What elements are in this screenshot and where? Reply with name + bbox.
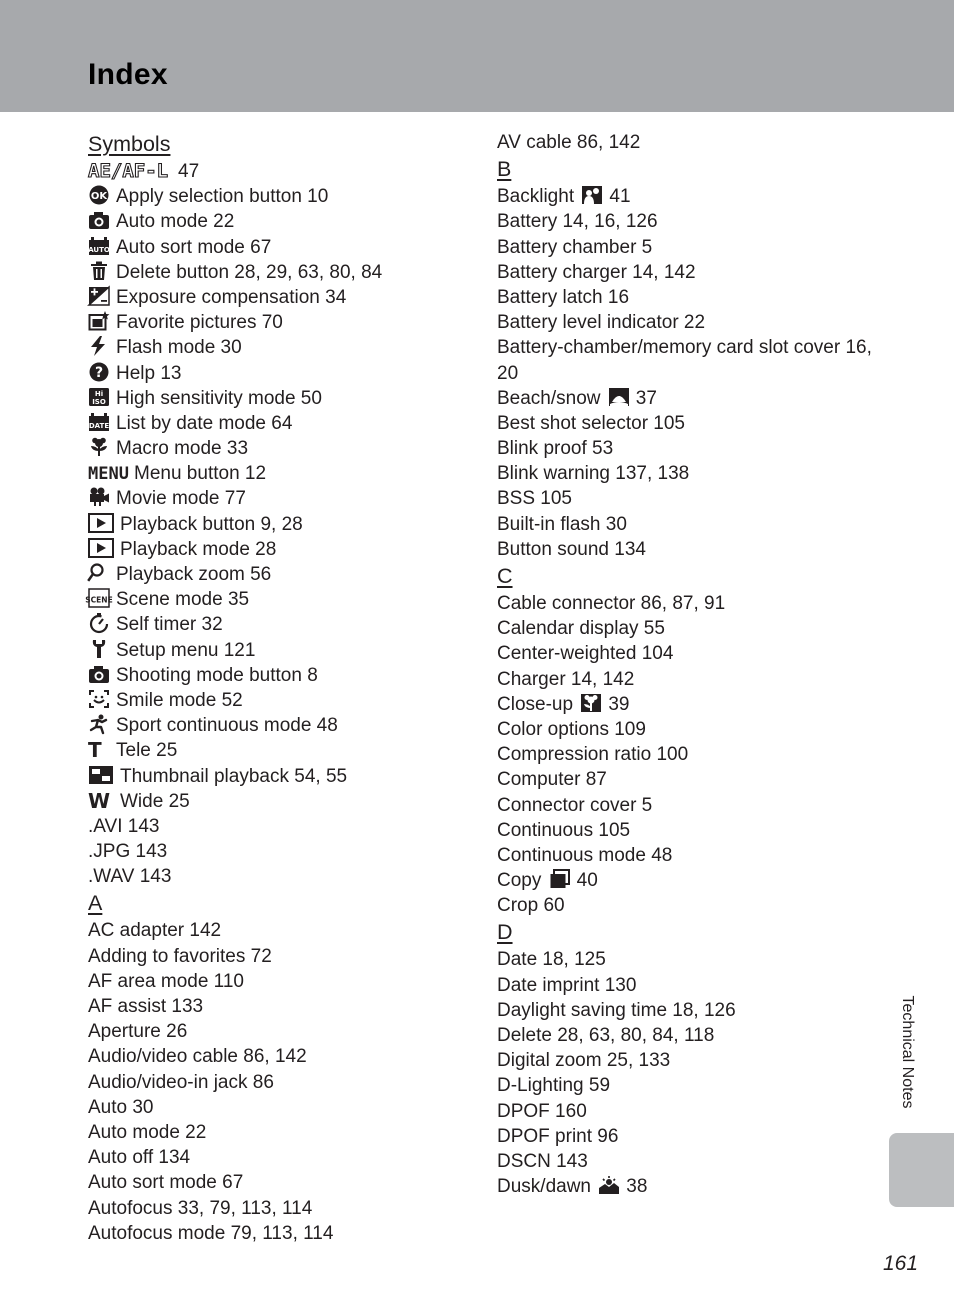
index-entry-text: Audio/video-in jack 86	[88, 1071, 274, 1093]
index-entry	[88, 864, 468, 889]
index-entry-text: Center-weighted 104	[497, 643, 674, 665]
index-entry-text: Digital zoom 25, 133	[497, 1050, 671, 1072]
index-entry	[497, 130, 882, 155]
index-entry-text: Computer 87	[497, 769, 607, 791]
index-entry	[497, 411, 882, 436]
index-entry	[88, 386, 468, 411]
index-entry-text: D-Lighting 59	[497, 1075, 611, 1097]
index-entry	[497, 893, 882, 918]
index-entry	[88, 512, 468, 537]
index-entry-text: Blink proof 53	[497, 438, 614, 460]
close-up-icon	[580, 693, 602, 713]
flash-icon	[88, 336, 110, 356]
index-entry	[88, 1095, 468, 1120]
index-entry	[88, 310, 468, 335]
scene-icon	[85, 588, 113, 608]
index-entry	[88, 612, 468, 637]
index-entry	[497, 1048, 882, 1073]
index-entry-text: Blink warning 137, 138	[497, 463, 690, 485]
magnifier-icon	[88, 563, 110, 583]
index-entry-text: Close-up	[497, 693, 574, 715]
index-entry	[497, 461, 882, 486]
index-entry	[88, 436, 468, 461]
index-column-right	[497, 130, 882, 1199]
help-icon	[88, 362, 110, 382]
index-entry-text: Connector cover 5	[497, 794, 653, 816]
index-entry-text: AF assist 133	[88, 996, 204, 1017]
svg-text:W: W	[88, 788, 111, 813]
high-iso-icon	[88, 387, 110, 407]
index-entry-text: Continuous 105	[497, 819, 631, 841]
svg-text:AUTO: AUTO	[88, 245, 110, 254]
svg-text:DATE: DATE	[88, 421, 110, 430]
index-entry-text: Scene mode 35	[116, 589, 250, 611]
camera-icon	[88, 210, 110, 230]
index-entry	[497, 1174, 882, 1199]
index-entry	[88, 1221, 468, 1246]
index-entry	[85, 587, 468, 612]
index-entry-text: Auto mode 22	[88, 1121, 207, 1143]
index-entry-text: Battery chamber 5	[497, 236, 653, 258]
index-entry-text: Auto mode 22	[116, 211, 235, 233]
index-entry	[88, 335, 468, 360]
index-entry-text: Movie mode 77	[116, 488, 246, 510]
index-entry-text: Auto sort mode 67	[88, 1172, 244, 1194]
index-entry	[88, 486, 468, 511]
index-entry	[497, 843, 882, 868]
index-entry-text: Help 13	[116, 362, 182, 384]
index-entry	[88, 235, 468, 260]
index-entry-text: AC adapter 142	[88, 920, 222, 942]
index-entry	[88, 994, 468, 1019]
svg-text:SCENE: SCENE	[85, 595, 113, 605]
index-entry	[497, 1073, 882, 1098]
index-entry-text: .JPG 143	[88, 841, 168, 863]
index-entry	[88, 1196, 468, 1221]
index-entry-text: Dusk/dawn	[497, 1176, 591, 1198]
index-entry-text: Playback mode 28	[120, 538, 277, 560]
menu-text-icon	[88, 462, 129, 485]
smile-icon	[88, 689, 110, 709]
index-entry	[497, 386, 882, 411]
index-entry	[497, 1099, 882, 1124]
index-entry-text: Delete button 28, 29, 63, 80, 84	[116, 261, 383, 283]
svg-text:OK: OK	[90, 191, 108, 203]
index-entry-text: BSS 105	[497, 488, 572, 510]
exposure-compensation-icon	[88, 286, 110, 306]
index-entry-text: Smile mode 52	[116, 689, 243, 711]
page-title: Index	[88, 58, 168, 91]
index-entry-page: 38	[626, 1176, 648, 1198]
index-entry	[497, 742, 882, 767]
index-entry-text: Auto sort mode 67	[116, 236, 272, 258]
favorite-pictures-icon	[88, 311, 110, 331]
camera-icon	[88, 664, 110, 684]
backlight-icon	[581, 185, 603, 205]
index-entry	[88, 537, 468, 562]
index-entry	[497, 209, 882, 234]
index-entry-text: Auto 30	[88, 1096, 154, 1118]
ae-af-lock-icon	[88, 160, 172, 180]
index-entry	[88, 789, 468, 814]
index-entry-text: Wide 25	[120, 790, 190, 812]
index-entry-text: Adding to favorites 72	[88, 945, 272, 967]
index-entry	[88, 209, 468, 234]
index-entry-text: Aperture 26	[88, 1021, 188, 1043]
section-tab-label: Technical Notes	[899, 995, 916, 1109]
index-entry-text: High sensitivity mode 50	[116, 387, 322, 409]
index-entry-text: DSCN 143	[497, 1150, 588, 1172]
svg-text:MENU: MENU	[88, 464, 129, 485]
index-entry	[88, 1070, 468, 1095]
sport-runner-icon	[88, 714, 110, 734]
index-entry-text: Shooting mode button 8	[116, 664, 318, 686]
movie-camera-icon	[88, 487, 110, 507]
index-entry	[88, 663, 468, 688]
index-entry-text: Beach/snow	[497, 387, 601, 409]
index-entry-text: Apply selection button 10	[116, 186, 329, 208]
index-entry	[497, 641, 882, 666]
index-entry-page: 41	[609, 186, 631, 208]
wrench-icon	[88, 639, 110, 659]
index-entry-text: Playback zoom 56	[116, 564, 272, 585]
index-entry	[88, 184, 468, 209]
ok-button-icon	[88, 185, 110, 205]
macro-flower-icon	[88, 437, 110, 457]
index-entry	[88, 562, 468, 587]
index-entry	[88, 1145, 468, 1170]
dusk-dawn-icon	[598, 1175, 620, 1195]
index-entry	[88, 1044, 468, 1069]
index-section-heading: A	[88, 891, 103, 916]
index-entry	[88, 1170, 468, 1195]
index-entry	[88, 839, 468, 864]
auto-sort-icon	[88, 236, 110, 256]
index-entry	[497, 537, 882, 562]
index-entry-text: Crop 60	[497, 895, 565, 917]
wide-w-icon	[88, 788, 114, 813]
index-entry-text: Menu button 12	[134, 463, 267, 485]
index-entry	[497, 717, 882, 742]
list-by-date-icon	[88, 412, 110, 432]
index-entry-text: Battery-chamber/memory card slot cover 16, 20	[497, 337, 872, 384]
index-section-heading: Symbols	[88, 132, 171, 156]
index-entry	[497, 1149, 882, 1174]
index-entry	[88, 738, 468, 763]
thumbnail-grid-icon	[88, 765, 114, 785]
index-entry	[497, 793, 882, 818]
index-entry	[497, 1023, 882, 1048]
index-entry-text: Thumbnail playback 54, 55	[120, 765, 348, 787]
svg-text:ISO: ISO	[92, 397, 106, 406]
tele-t-icon	[88, 738, 110, 763]
index-entry-text: Autofocus 33, 79, 113, 114	[88, 1197, 313, 1219]
index-entry	[88, 638, 468, 663]
index-entry-text: Continuous mode 48	[497, 844, 673, 866]
index-entry-text: Compression ratio 100	[497, 744, 689, 766]
index-entry-text: Favorite pictures 70	[116, 312, 283, 334]
index-entry	[88, 1120, 468, 1145]
index-entry	[497, 667, 882, 692]
index-entry	[497, 591, 882, 616]
index-entry-text: DPOF 160	[497, 1100, 587, 1122]
playback-icon	[88, 538, 114, 558]
index-entry	[497, 973, 882, 998]
index-entry	[497, 692, 882, 717]
index-entry	[88, 713, 468, 738]
index-entry	[497, 947, 882, 972]
index-entry-text: Calendar display 55	[497, 618, 665, 640]
index-entry	[497, 184, 882, 209]
index-entry	[497, 868, 882, 893]
index-section-heading: B	[497, 157, 512, 182]
index-entry-page: 37	[635, 387, 657, 409]
index-entry-text: Sport continuous mode 48	[116, 715, 338, 737]
trash-icon	[88, 261, 110, 281]
self-timer-icon	[88, 613, 110, 633]
index-entry	[497, 335, 882, 385]
index-entry-text: Date 18, 125	[497, 949, 606, 971]
index-entry	[497, 310, 882, 335]
index-entry-text: Delete 28, 63, 80, 84, 118	[497, 1025, 715, 1047]
index-entry-text: Color options 109	[497, 718, 646, 740]
index-entry-text: Flash mode 30	[116, 337, 242, 359]
index-entry-text: Date imprint 130	[497, 974, 637, 996]
index-entry	[497, 260, 882, 285]
svg-text:Hi: Hi	[94, 389, 104, 398]
index-entry-text: Battery level indicator 22	[497, 312, 706, 334]
svg-text:AE/AF-L: AE/AF-L	[88, 160, 169, 182]
index-entry-text: Best shot selector 105	[497, 412, 685, 434]
index-entry-text: DPOF print 96	[497, 1125, 619, 1147]
index-entry	[497, 512, 882, 537]
index-entry	[497, 486, 882, 511]
index-entry	[497, 1124, 882, 1149]
index-entry	[497, 235, 882, 260]
index-entry	[88, 814, 468, 839]
index-entry-text: Button sound 134	[497, 538, 646, 560]
page-header	[0, 0, 954, 112]
index-entry-text: Self timer 32	[116, 614, 223, 636]
index-entry-text: Daylight saving time 18, 126	[497, 999, 736, 1021]
index-entry-text: Battery 14, 16, 126	[497, 211, 658, 233]
index-entry-text: AF area mode 110	[88, 970, 244, 992]
index-entry-text: Playback button 9, 28	[120, 513, 303, 535]
index-entry	[88, 1019, 468, 1044]
index-entry-text: Backlight	[497, 186, 575, 208]
index-entry-text: Autofocus mode 79, 113, 114	[88, 1222, 334, 1244]
index-entry	[88, 918, 468, 943]
playback-icon	[88, 513, 114, 533]
index-entry	[497, 998, 882, 1023]
svg-text:T: T	[88, 738, 102, 763]
index-entry	[88, 764, 468, 789]
index-entry-text: Exposure compensation 34	[116, 286, 347, 308]
beach-snow-icon	[608, 387, 630, 407]
index-column-left	[85, 130, 468, 1246]
index-entry	[497, 767, 882, 792]
index-section-heading: C	[497, 564, 513, 589]
index-entry-page: 40	[576, 870, 598, 892]
index-entry	[497, 616, 882, 641]
index-entry-text: Built-in flash 30	[497, 513, 627, 535]
index-entry-text: .WAV 143	[88, 866, 172, 888]
index-section-heading: D	[497, 920, 513, 945]
index-entry-text: Macro mode 33	[116, 438, 249, 460]
index-entry-text: Setup menu 121	[116, 639, 256, 661]
index-entry-text: Tele 25	[116, 740, 178, 762]
index-entry-text: Charger 14, 142	[497, 668, 635, 690]
index-entry	[88, 411, 468, 436]
copy-icon	[549, 869, 571, 889]
index-entry-text: 47	[178, 161, 200, 182]
index-entry	[497, 285, 882, 310]
index-entry-text: AV cable 86, 142	[497, 132, 641, 153]
index-entry-page: 39	[608, 693, 630, 715]
index-entry	[88, 159, 468, 184]
index-entry	[88, 461, 468, 486]
index-entry	[88, 969, 468, 994]
section-tab	[889, 1133, 954, 1207]
index-entry-text: Copy	[497, 870, 542, 892]
index-entry	[88, 688, 468, 713]
index-entry	[88, 285, 468, 310]
index-entry-text: Cable connector 86, 87, 91	[497, 593, 726, 615]
index-entry-text: .AVI 143	[88, 815, 160, 837]
index-entry	[88, 361, 468, 386]
index-entry-text: List by date mode 64	[116, 412, 293, 434]
index-entry-text: Auto off 134	[88, 1147, 191, 1169]
svg-text:?: ?	[94, 364, 104, 381]
index-entry	[88, 944, 468, 969]
page-number: 161	[883, 1252, 919, 1275]
index-entry	[88, 260, 468, 285]
index-entry	[497, 436, 882, 461]
index-entry	[497, 818, 882, 843]
index-entry-text: Audio/video cable 86, 142	[88, 1046, 307, 1068]
index-entry-text: Battery latch 16	[497, 286, 630, 308]
index-entry-text: Battery charger 14, 142	[497, 261, 696, 283]
